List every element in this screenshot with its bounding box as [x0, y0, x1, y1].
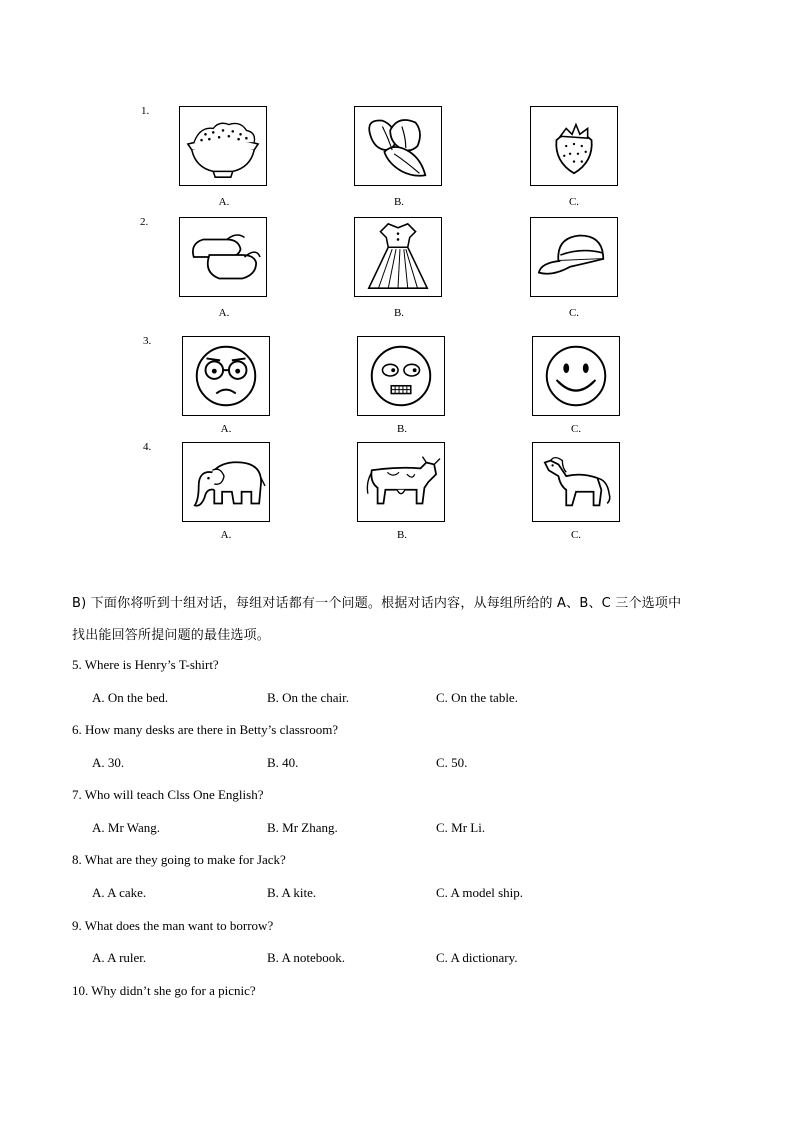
option-c: C. 50.	[436, 755, 468, 770]
picture-option-b	[354, 217, 442, 297]
picture-option-a	[179, 217, 267, 297]
gloves-icon	[180, 218, 266, 296]
option-label-b: B.	[393, 307, 405, 319]
dress-icon	[355, 218, 441, 296]
option-c: C. A dictionary.	[436, 950, 518, 965]
picture-option-a	[179, 106, 267, 186]
horse-icon	[533, 443, 619, 521]
question-10: 10. Why didn’t she go for a picnic?	[72, 983, 256, 998]
option-label-a: A.	[218, 196, 230, 208]
picture-option-c	[532, 442, 620, 522]
option-b: B. A notebook.	[267, 950, 346, 965]
option-c: C. A model ship.	[436, 885, 524, 900]
question-9: 9. What does the man want to borrow?	[72, 918, 274, 933]
rice-bowl-icon	[180, 107, 266, 185]
section-b-instruction-line2: 找出能回答所提问题的最佳选项。	[72, 628, 271, 643]
option-label-b: B.	[393, 196, 405, 208]
picture-option-c	[530, 106, 618, 186]
scared-face-icon	[358, 337, 444, 415]
picture-option-a	[182, 336, 270, 416]
picture-option-b	[357, 336, 445, 416]
elephant-icon	[183, 443, 269, 521]
option-label-a: A.	[218, 307, 230, 319]
cap-icon	[531, 218, 617, 296]
question-7: 7. Who will teach Clss One English?	[72, 787, 264, 802]
section-b-instruction-line1: B) 下面你将听到十组对话，每组对话都有一个问题。根据对话内容，从每组所给的 A、B、C 三个选项中	[72, 596, 682, 611]
picture-option-c	[530, 217, 618, 297]
option-a: A. On the bed.	[92, 690, 169, 705]
option-b: B. On the chair.	[267, 690, 349, 705]
question-number: 4.	[143, 441, 152, 453]
question-number: 3.	[143, 335, 152, 347]
option-label-b: B.	[396, 529, 408, 541]
strawberry-icon	[531, 107, 617, 185]
question-number: 1.	[141, 105, 150, 117]
vegetable-leaves-icon	[355, 107, 441, 185]
option-a: A. A cake.	[92, 885, 147, 900]
picture-option-a	[182, 442, 270, 522]
option-label-a: A.	[220, 423, 232, 435]
option-label-b: B.	[396, 423, 408, 435]
option-a: A. A ruler.	[92, 950, 147, 965]
question-number: 2.	[140, 216, 149, 228]
option-c: C. On the table.	[436, 690, 518, 705]
option-a: A. Mr Wang.	[92, 820, 161, 835]
option-label-c: C.	[570, 423, 582, 435]
option-label-c: C.	[568, 307, 580, 319]
option-c: C. Mr Li.	[436, 820, 486, 835]
picture-option-c	[532, 336, 620, 416]
question-8: 8. What are they going to make for Jack?	[72, 852, 286, 867]
option-label-a: A.	[220, 529, 232, 541]
option-b: B. Mr Zhang.	[267, 820, 338, 835]
question-6: 6. How many desks are there in Betty’s classroom?	[72, 722, 339, 737]
cow-icon	[358, 443, 444, 521]
option-label-c: C.	[570, 529, 582, 541]
smiling-face-icon	[533, 337, 619, 415]
picture-option-b	[354, 106, 442, 186]
option-b: B. A kite.	[267, 885, 317, 900]
option-a: A. 30.	[92, 755, 125, 770]
picture-option-b	[357, 442, 445, 522]
option-label-c: C.	[568, 196, 580, 208]
sad-face-icon	[183, 337, 269, 415]
question-5: 5. Where is Henry’s T-shirt?	[72, 657, 219, 672]
option-b: B. 40.	[267, 755, 299, 770]
